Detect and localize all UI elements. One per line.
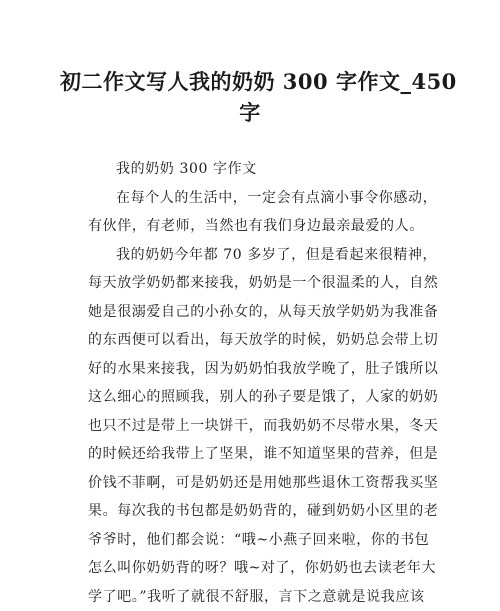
text-line: 的东西便可以看出，每天放学的时候，奶奶总会带上切 (88, 326, 418, 355)
text-line: 价钱不菲啊，可是奶奶还是用她那些退休工资帮我买坚 (88, 469, 418, 498)
text-line: 我的奶奶 300 字作文 (88, 155, 418, 184)
text-line: 爷爷时，他们都会说：“哦~小燕子回来啦，你的书包 (88, 526, 418, 555)
text-line: 她是很溺爱自己的小孙女的，从每天放学奶奶为我准备 (88, 298, 418, 327)
text-line: 这么细心的照顾我，别人的孙子要是饿了，人家的奶奶 (88, 383, 418, 412)
text-line: 我的奶奶今年都 70 多岁了，但是看起来很精神， (88, 241, 418, 270)
document-title (60, 66, 440, 128)
text-line: 在每个人的生活中，一定会有点滴小事令你感动， (88, 184, 418, 213)
text-line: 有伙伴，有老师，当然也有我们身边最亲最爱的人。 (88, 212, 418, 241)
text-line: 每天放学奶奶都来接我，奶奶是一个很温柔的人，自然 (88, 269, 418, 298)
document-body (88, 155, 418, 611)
title-line-2: 字 (60, 97, 440, 128)
text-line: 好的水果来接我，因为奶奶怕我放学晚了，肚子饿所以 (88, 355, 418, 384)
text-line: 也只不过是带上一块饼干，而我奶奶不尽带水果，冬天 (88, 412, 418, 441)
text-line: 的时候还给我带上了坚果，谁不知道坚果的营养，但是 (88, 440, 418, 469)
text-line: 学了吧。”我听了就很不舒服，言下之意就是说我应该 (88, 583, 418, 611)
text-line: 果。每次我的书包都是奶奶背的，碰到奶奶小区里的老 (88, 497, 418, 526)
title-line-1: 初二作文写人我的奶奶 300 字作文_450 (60, 66, 440, 97)
text-line: 怎么叫你奶奶背的呀？哦~对了，你奶奶也去读老年大 (88, 554, 418, 583)
